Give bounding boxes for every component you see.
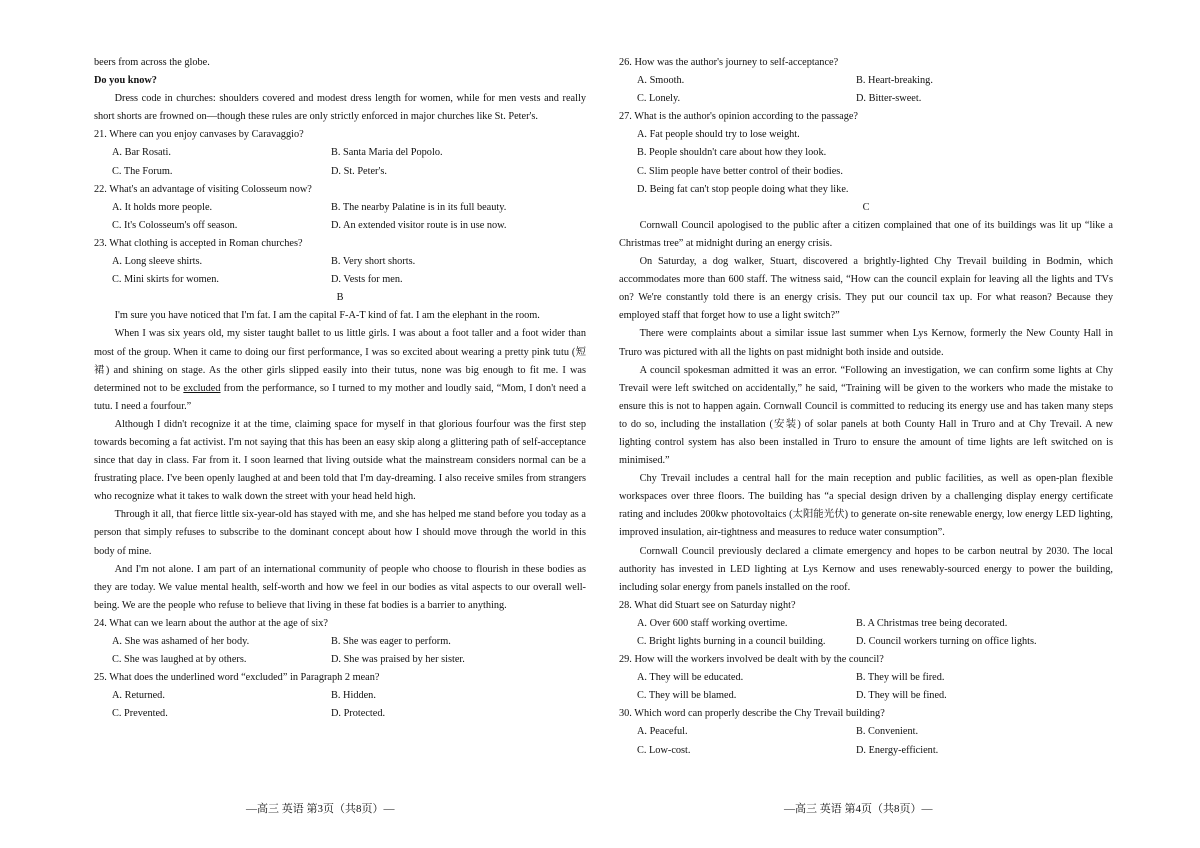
question-22-options-row2 [94,217,586,235]
question-26-options-row2 [619,90,1113,108]
question-23-options-row2 [94,271,586,289]
question-29-options-row2 [619,687,1113,705]
question-30: 30. Which word can properly describe the Chy Trevail building? [619,708,885,720]
option-23c: C. Mini skirts for women. [112,274,219,286]
option-21c: C. The Forum. [112,165,173,177]
question-23-options-row1 [94,253,586,271]
option-26d: D. Bitter-sweet. [856,93,922,105]
page-footer-left: —高三 英语 第3页（共8页）— [246,803,395,815]
option-24d: D. She was praised by her sister. [331,654,465,666]
question-30-options-row1 [619,723,1113,741]
question-23: 23. What clothing is accepted in Roman churches? [94,237,303,249]
question-25-options-row1 [94,687,586,705]
question-30-options-row2 [619,742,1113,760]
option-25c: C. Prevented. [112,708,168,720]
question-26-options-row1 [619,72,1113,90]
question-24: 24. What can we learn about the author at the age of six? [94,617,328,629]
option-25a: A. Returned. [112,690,165,702]
option-21d: D. St. Peter's. [331,165,387,177]
option-29c: C. They will be blamed. [637,690,737,702]
option-28b: B. A Christmas tree being decorated. [856,617,1008,629]
question-22: 22. What's an advantage of visiting Colosseum now? [94,183,312,195]
option-24b: B. She was eager to perform. [331,636,451,647]
option-28c: C. Bright lights burning in a council building. [637,636,826,647]
option-22c: C. It's Colosseum's off season. [112,219,238,231]
option-22d: D. An extended visitor route is in use now. [331,219,507,231]
option-29a: A. They will be educated. [637,672,744,684]
passage-c-paragraph-5: Chy Trevail includes a central hall for the main reception and public facilities, as well as open-plan flexible workspaces over three floors. The building has “a special design driven by a challenging display energy certificate rating and includes 200kw photovoltaics (太阳能光伏) to generate on-site renewable energy, low energy LED lighting, improved insulation, air-tightness and measures to reduce water consumption”. [619,473,1113,539]
option-27a: A. Fat people should try to lose weight. [637,129,800,141]
option-27b: B. People shouldn't care about how they look. [637,147,827,159]
option-26a: A. Smooth. [637,75,685,87]
option-22a: A. It holds more people. [112,201,213,213]
passage-b-paragraph-5: And I'm not alone. I am part of an international community of people who choose to flourish in these bodies as they are today. We value mental health, self-worth and how we feel in our bodies as vital aspects to our overall well-being. We are the people who refuse to believe that living in these fat bodies is a barrier to anything. [94,563,586,611]
do-you-know-heading: Do you know? [94,75,157,87]
option-30b: B. Convenient. [856,726,919,738]
paragraph-2-text-before: When I was six years old, my sister taught ballet to us little girls. I was about a foot taller and a foot wider than most of the group. When it came to doing our first performance, I was so excited about wearing a pretty pink tutu (短裙) and shining on stage. As the other girls slipped easily into their tutus, none was big enough to fit me. I was determined not to be [94,328,586,394]
question-28: 28. What did Stuart see on Saturday night? [619,599,796,611]
passage-b-paragraph-4: Through it all, that fierce little six-year-old has stayed with me, and she has helped me stand before you today as a person that simply refuses to subscribe to the dominant concept about how I should move through the world in this body of mine. [94,509,586,557]
right-column [619,54,1113,760]
question-26: 26. How was the author's journey to self-acceptance? [619,57,839,68]
question-24-options-row1 [94,633,586,651]
option-30d: D. Energy-efficient. [856,744,939,756]
option-29d: D. They will be fined. [856,690,947,702]
option-23a: A. Long sleeve shirts. [112,256,203,268]
option-23d: D. Vests for men. [331,274,403,286]
option-26b: B. Heart-breaking. [856,75,933,87]
passage-c-paragraph-6: Cornwall Council previously declared a climate emergency and hopes to be carbon neutral by 2030. The local authority has invested in LED lighting at Lys Kernow and uses renewably-sourced energy to power the building, including solar energy from panels installed on the roof. [619,545,1113,593]
question-21-options-row1 [94,144,586,162]
option-24a: A. She was ashamed of her body. [112,636,250,647]
option-27c: C. Slim people have better control of their bodies. [637,165,843,177]
passage-c-paragraph-1: Cornwall Council apologised to the public after a citizen complained that one of its buildings was lit up “like a Christmas tree” at midnight during an energy crisis. [619,219,1113,249]
option-25b: B. Hidden. [331,690,376,702]
option-21a: A. Bar Rosati. [112,147,171,159]
section-b-heading: B [336,292,344,304]
question-25: 25. What does the underlined word “excluded” in Paragraph 2 mean? [94,672,380,684]
page-footer-right: —高三 英语 第4页（共8页）— [784,803,933,815]
option-24c: C. She was laughed at by others. [112,654,247,666]
passage-b-paragraph-3: Although I didn't recognize it at the time, claiming space for myself in that glorious fourfour was the first step towards becoming a fat activist. I'm not saying that this has been an easy skip along a glittering path of self-acceptance since that day in class. Far from it. I soon learned that living outside what the mainstream considers normal can be a frustrating place. I've been openly laughed at and been told that I'm day-dreaming. I also receive smiles from strangers who recognize what it takes to walk down the street with your head held high. [94,418,586,503]
option-22b: B. The nearby Palatine is in its full beauty. [331,201,507,213]
option-30a: A. Peaceful. [637,726,688,738]
section-c-heading: C [862,201,870,213]
question-22-options-row1 [94,199,586,217]
option-25d: D. Protected. [331,708,386,720]
question-29-options-row1 [619,669,1113,687]
question-21-options-row2 [94,163,586,181]
option-23b: B. Very short shorts. [331,256,416,268]
option-28a: A. Over 600 staff working overtime. [637,617,788,629]
option-30c: C. Low-cost. [637,744,691,756]
left-column [94,54,586,723]
dress-code-paragraph: Dress code in churches: shoulders covered and modest dress length for women, while for men vests and really short shorts are frowned on—though these rules are only strictly enforced in major churches like St. Peter's. [94,93,586,123]
paragraph-2-text-after: from the performance, so I turned to my mother and loudly said, “Mom, I don't need a tutu. I need a fourfour.” [94,382,586,412]
question-28-options-row1 [619,615,1113,633]
question-25-options-row2 [94,705,586,723]
question-24-options-row2 [94,651,586,669]
question-28-options-row2 [619,633,1113,651]
option-27d: D. Being fat can't stop people doing what they like. [637,183,849,195]
passage-c-paragraph-2: On Saturday, a dog walker, Stuart, discovered a brightly-lighted Chy Trevail building in Bodmin, which accommodates more than 600 staff. The witness said, “How can the council explain for leaving all the lights and TVs on? We're constantly told there is an energy crisis. They put our council tax up. For what reason? Because they employed staff that forget how to use a light switch?” [619,256,1113,322]
passage-c-paragraph-3: There were complaints about a similar issue last summer when Lys Kernow, formerly the New County Hall in Truro was pictured with all the lights on past midnight both inside and outside. [619,328,1113,358]
question-27: 27. What is the author's opinion according to the passage? [619,111,859,123]
underlined-word-excluded: excluded [183,382,221,394]
option-26c: C. Lonely. [637,93,681,105]
option-28d: D. Council workers turning on office lights. [856,636,1037,647]
passage-b-paragraph-2 [94,325,586,415]
question-21: 21. Where can you enjoy canvases by Caravaggio? [94,129,304,141]
option-29b: B. They will be fired. [856,672,945,684]
question-29: 29. How will the workers involved be dealt with by the council? [619,654,884,666]
option-21b: B. Santa Maria del Popolo. [331,147,443,159]
passage-b-paragraph-1: I'm sure you have noticed that I'm fat. I am the capital F-A-T kind of fat. I am the elephant in the room. [114,310,540,322]
passage-a-tail: beers from across the globe. [94,57,210,68]
passage-c-paragraph-4: A council spokesman admitted it was an error. “Following an investigation, we can confirm some lights at Chy Trevail were left switched on accidentally,” he said, “Training will be given to the workers who made the mistake to ensure this is not to happen again. Cornwall Council is committed to reducing its energy use and has taken many steps to do so, including the installation (安装) of solar panels at both County Hall in Truro and at Chy Trevail. A new lighting control system has also been installed in Truro to ensure the amount of time lights are left switched on is minimised.” [619,364,1113,467]
